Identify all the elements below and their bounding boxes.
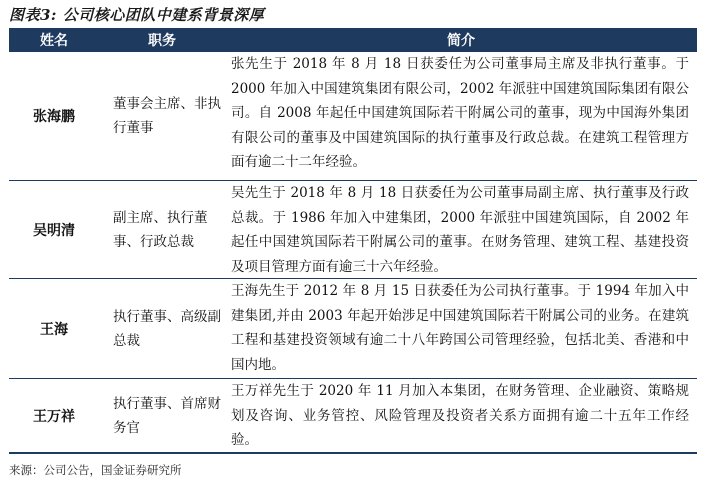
header-name: 姓名 [40, 33, 68, 49]
header-role: 职务 [148, 33, 176, 49]
member-intro: 王万祥先生于 2020 年 11 月加入本集团，在财务管理、企业融资、策略规划及咨询、业务管控、风险管理及投资者关系方面拥有逾二十五年工作经验。 [231, 383, 689, 448]
table-row [9, 279, 697, 379]
member-name: 王海 [40, 321, 68, 338]
source-note: 来源：公司公告，国金证券研究所 [9, 463, 182, 477]
member-intro: 吴先生于 2018 年 8 月 18 日获委任为公司董事局副主席、执行董事及行政总裁。于 1986 年加入中建集团，2000 年派驻中国建筑国际，自 2002 年起任中国建筑国际若干附属公司的董事。在财务管理、建筑工程、基建投资及项目管理方面有逾三十六年经验。 [231, 185, 689, 275]
table-row [9, 181, 697, 279]
member-role: 执行董事、首席财务官 [113, 395, 221, 436]
member-role: 执行董事、高级副总裁 [113, 308, 221, 349]
member-intro: 王海先生于 2012 年 8 月 15 日获委任为公司执行董事。于 1994 年加入中建集团,并由 2003 年起开始涉足中国建筑国际若干附属公司的业务。在建筑工程和基建投资领域有逾二十八年跨国公司管理经验，包括北美、香港和中国内地。 [231, 283, 689, 373]
member-intro: 张先生于 2018 年 8 月 18 日获委任为公司董事局主席及非执行董事。于 2000 年加入中国建筑集团有限公司，2002 年派驻中国建筑国际集团有限公司。自 2008 年起任中国建筑国际若干附属公司的董事，现为中国海外集团有限公司的董事及中国建筑国际的执行董事及行政总裁。在建筑工程管理方面有逾二十二年经验。 [231, 56, 689, 170]
header-intro: 简介 [447, 33, 475, 49]
team-table [9, 28, 697, 454]
member-role: 董事会主席、非执行董事 [113, 96, 221, 136]
table-row [9, 52, 697, 181]
member-name: 王万祥 [33, 408, 75, 425]
member-role: 副主席、执行董事、行政总裁 [113, 209, 208, 250]
table-row [9, 379, 697, 454]
member-name: 张海鹏 [33, 109, 75, 125]
table-header [9, 28, 697, 52]
member-name: 吴明清 [33, 222, 75, 239]
figure-title: 图表3: 公司核心团队中建系背景深厚 [9, 6, 265, 24]
